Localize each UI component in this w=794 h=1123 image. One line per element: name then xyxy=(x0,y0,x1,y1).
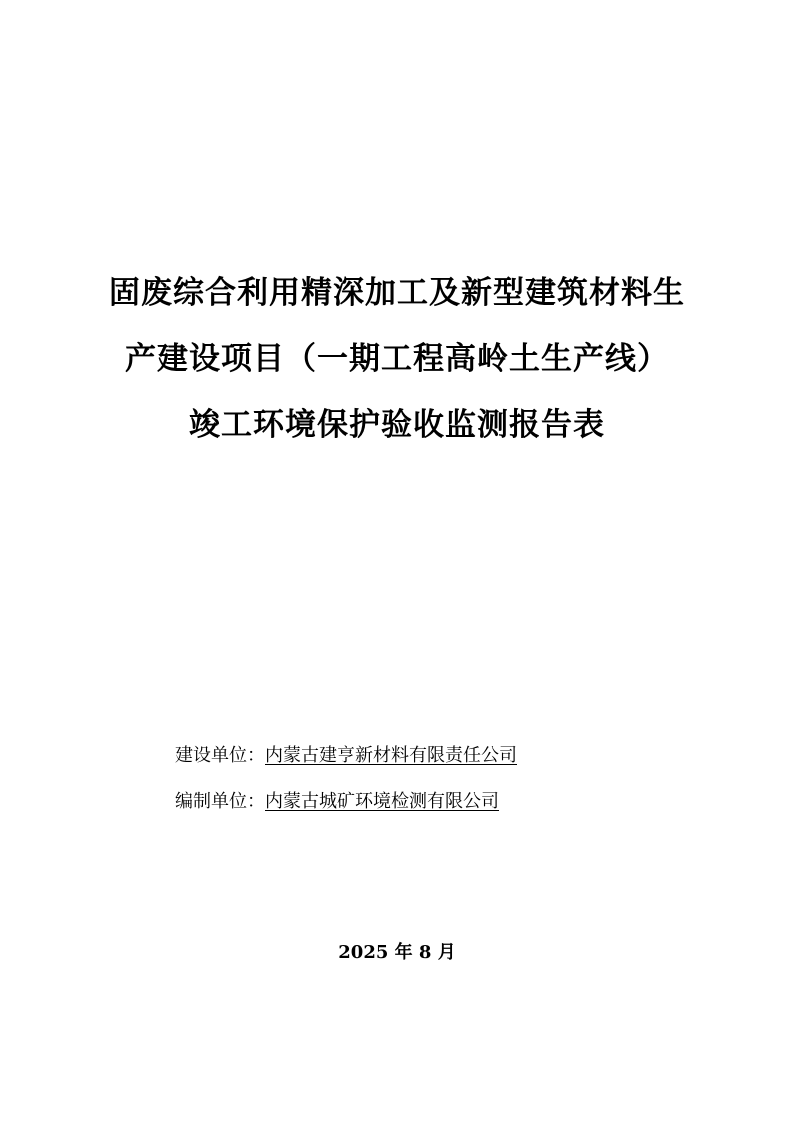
report-date: 2025 年 8 月 xyxy=(338,942,456,963)
compiling-unit-label: 编制单位： xyxy=(175,791,265,812)
construction-unit-label: 建设单位： xyxy=(175,745,265,766)
report-title-line-1: 固废综合利用精深加工及新型建筑材料生 xyxy=(109,275,685,311)
construction-unit-row xyxy=(175,743,517,769)
compiling-unit-row xyxy=(175,789,499,815)
compiling-unit-value: 内蒙古城矿环境检测有限公司 xyxy=(265,791,499,812)
construction-unit-value: 内蒙古建亨新材料有限责任公司 xyxy=(265,745,517,766)
report-title-line-3: 竣工环境保护验收监测报告表 xyxy=(189,407,605,443)
report-title-line-2: 产建设项目（一期工程高岭土生产线） xyxy=(125,341,669,377)
